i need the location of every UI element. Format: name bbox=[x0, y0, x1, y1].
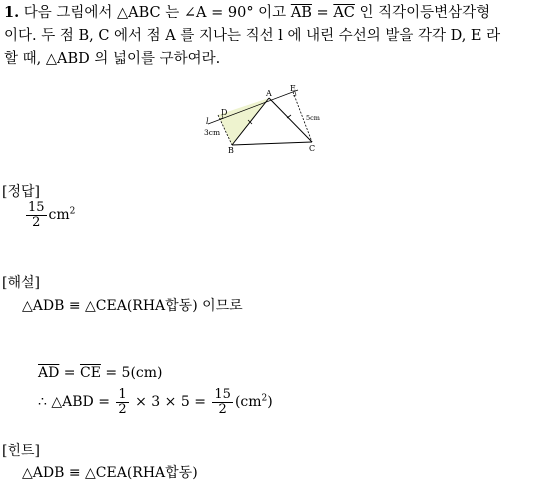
eq1-end: = 5(cm) bbox=[100, 365, 163, 381]
label-b: B bbox=[228, 146, 234, 154]
hint-header: [힌트] bbox=[2, 443, 40, 459]
problem-text-1b: 인 직각이등변삼각형 bbox=[354, 5, 491, 21]
answer-exp: 2 bbox=[69, 206, 76, 217]
segment-ad: $\overline{AD}$ bbox=[38, 365, 60, 381]
label-c: C bbox=[309, 144, 316, 153]
side-bc bbox=[232, 142, 312, 145]
label-l: l bbox=[206, 117, 209, 126]
triangle-abd-shade bbox=[218, 98, 269, 145]
explanation-line-1: △ADB ≡ △CEA(RHA합동) 이므로 bbox=[22, 298, 243, 314]
answer-numerator: 15 bbox=[28, 200, 45, 215]
label-a: A bbox=[266, 89, 272, 98]
hint-line-1: △ADB ≡ △CEA(RHA합동) bbox=[22, 465, 198, 481]
explanation-eq-1 bbox=[38, 365, 163, 381]
problem-line-1 bbox=[4, 2, 490, 24]
eq2-close: ) bbox=[267, 394, 273, 411]
problem-text-1a: 다음 그림에서 △ABC 는 ∠A = 90° 이고 bbox=[23, 5, 291, 21]
eq2-f1-num: 1 bbox=[118, 387, 127, 402]
answer-fraction bbox=[26, 201, 47, 229]
eq2-fraction-2 bbox=[212, 388, 233, 416]
segment-ce-eq: $\overline{CE}$ bbox=[79, 365, 101, 381]
label-d: D bbox=[221, 108, 228, 117]
problem-line-2: 이다. 두 점 B, C 에서 점 A 를 지나는 직선 l 에 내린 수선의 발을 각각 D, E 라 bbox=[4, 28, 501, 44]
segment-ab: $\overline{AB}$ bbox=[290, 5, 312, 21]
eq1-mid: = bbox=[59, 365, 80, 381]
segment-ac: $\overline{AC}$ bbox=[333, 5, 355, 21]
length-ce: 5cm bbox=[306, 114, 320, 122]
eq2-f1-den: 2 bbox=[118, 401, 127, 417]
eq2-pre: ∴ △ABD = bbox=[38, 394, 115, 411]
eq2-exp: 2 bbox=[261, 393, 268, 404]
eq2-mid: × 3 × 5 = bbox=[130, 394, 211, 411]
explanation-eq-2 bbox=[38, 388, 273, 416]
problem-eq: = bbox=[311, 5, 334, 21]
answer-denominator: 2 bbox=[32, 214, 41, 230]
length-bd: 3cm bbox=[204, 128, 221, 137]
eq2-f2-den: 2 bbox=[218, 401, 227, 417]
problem-line-3: 할 때, △ABD 의 넓이를 구하여라. bbox=[4, 51, 221, 67]
eq2-unit: (cm bbox=[234, 394, 262, 411]
answer-unit: cm bbox=[48, 207, 70, 224]
eq2-f2-num: 15 bbox=[214, 387, 231, 402]
label-e: E bbox=[290, 84, 296, 93]
triangle-figure bbox=[196, 84, 336, 154]
explanation-header: [해설] bbox=[2, 275, 40, 291]
eq2-fraction-1 bbox=[116, 388, 128, 416]
problem-number: 1. bbox=[4, 4, 20, 21]
answer-value bbox=[24, 201, 75, 229]
answer-header: [정답] bbox=[2, 184, 40, 200]
